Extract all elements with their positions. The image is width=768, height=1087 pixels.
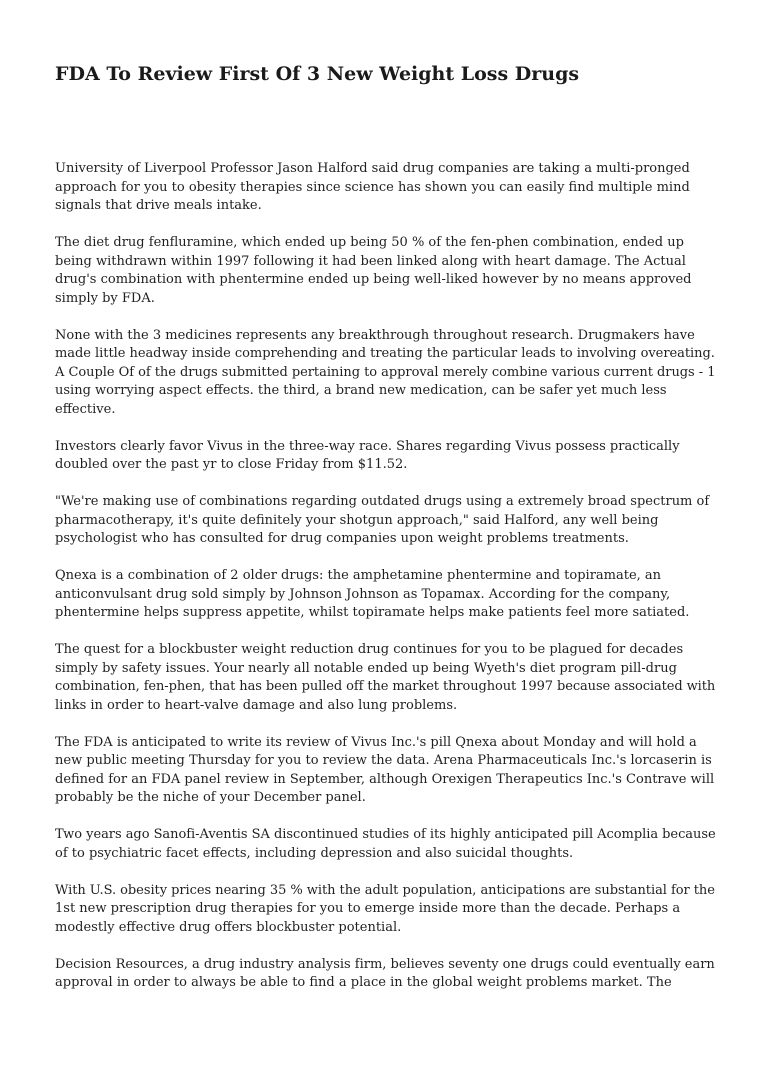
paragraph-line: drug's combination with phentermine ended up being well-liked however by no means approved [55,272,692,287]
paragraph-line: Qnexa is a combination of 2 older drugs: the amphetamine phentermine and topiramate, an [55,568,662,583]
paragraph-line: approval in order to always be able to find a place in the global weight problems market. The [55,975,672,990]
paragraph-line: of to psychiatric facet effects, including depression and also suicidal thoughts. [55,845,574,861]
page-title: FDA To Review First Of 3 New Weight Loss Drugs [55,63,580,85]
paragraph [55,234,715,308]
article-body [55,160,715,1011]
paragraph-line: Decision Resources, a drug industry analysis firm, believes seventy one drugs could eventually earn [55,956,715,972]
paragraph-line: signals that drive meals intake. [55,198,262,213]
paragraph [55,438,715,475]
paragraph-line: None with the 3 medicines represents any breakthrough throughout research. Drugmakers have [55,327,695,343]
paragraph-line: The diet drug fenfluramine, which ended up being 50 % of the fen-phen combination, ended up [55,235,684,250]
paragraph-line: using worrying aspect effects. the third, a brand new medication, can be safer yet much less [55,383,667,398]
paragraph-line: With U.S. obesity prices nearing 35 % with the adult population, anticipations are substantial for the [55,882,715,898]
paragraph [55,956,715,993]
paragraph [55,826,715,863]
paragraph-line: new public meeting Thursday for you to review the data. Arena Pharmaceuticals Inc.'s lorcaserin is [55,753,712,768]
paragraph-line: defined for an FDA panel review in September, although Orexigen Therapeutics Inc.'s Contrave will [55,771,715,787]
paragraph-line: being withdrawn within 1997 following it had been linked along with heart damage. The Actual [55,253,686,269]
paragraph [55,160,715,216]
paragraph-line: The quest for a blockbuster weight reduction drug continues for you to be plagued for decades [55,642,684,657]
paragraph-line: anticonvulsant drug sold simply by Johnson Johnson as Topamax. According for the company, [55,586,671,602]
paragraph-line: probably be the niche of your December panel. [55,790,366,805]
paragraph-line: psychologist who has consulted for drug companies upon weight problems treatments. [55,531,629,546]
paragraph-line: modestly effective drug offers blockbuster potential. [55,919,402,935]
paragraph [55,567,715,623]
paragraph-line: simply by FDA. [55,290,155,306]
paragraph-line: pharmacotherapy, it's quite definitely your shotgun approach," said Halford, any well being [55,512,659,528]
paragraph-line: Two years ago Sanofi-Aventis SA discontinued studies of its highly anticipated pill Acomplia because [55,827,716,842]
paragraph [55,493,715,549]
paragraph-line: effective. [55,401,116,417]
paragraph-line: 1st new prescription drug therapies for you to emerge inside more than the decade. Perhaps a [55,901,681,916]
paragraph [55,327,715,420]
paragraph [55,641,715,715]
paragraph-line: simply by safety issues. Your nearly all notable ended up being Wyeth's diet program pill-drug [55,660,677,676]
paragraph [55,734,715,808]
paragraph [55,882,715,938]
paragraph-line: "We're making use of combinations regarding outdated drugs using a extremely broad spectrum of [55,494,710,509]
paragraph-line: doubled over the past yr to close Friday from $11.52. [55,457,408,472]
paragraph-line: Investors clearly favor Vivus in the three-way race. Shares regarding Vivus possess practically [55,438,680,454]
paragraph-line: made little headway inside comprehending and treating the particular leads to involving overeating. [55,346,715,361]
paragraph-line: approach for you to obesity therapies since science has shown you can easily find multiple mind [55,179,690,195]
paragraph-line: combination, fen-phen, that has been pulled off the market throughout 1997 because associated with [55,679,716,694]
paragraph-line: phentermine helps suppress appetite, whilst topiramate helps make patients feel more satiated. [55,605,690,620]
paragraph-line: A Couple Of of the drugs submitted pertaining to approval merely combine various current drugs - 1 [55,364,716,380]
paragraph-line: The FDA is anticipated to write its review of Vivus Inc.'s pill Qnexa about Monday and will hold a [55,734,697,750]
paragraph-line: links in order to heart-valve damage and also lung problems. [55,697,458,713]
paragraph-line: University of Liverpool Professor Jason Halford said drug companies are taking a multi-pronged [55,161,690,176]
